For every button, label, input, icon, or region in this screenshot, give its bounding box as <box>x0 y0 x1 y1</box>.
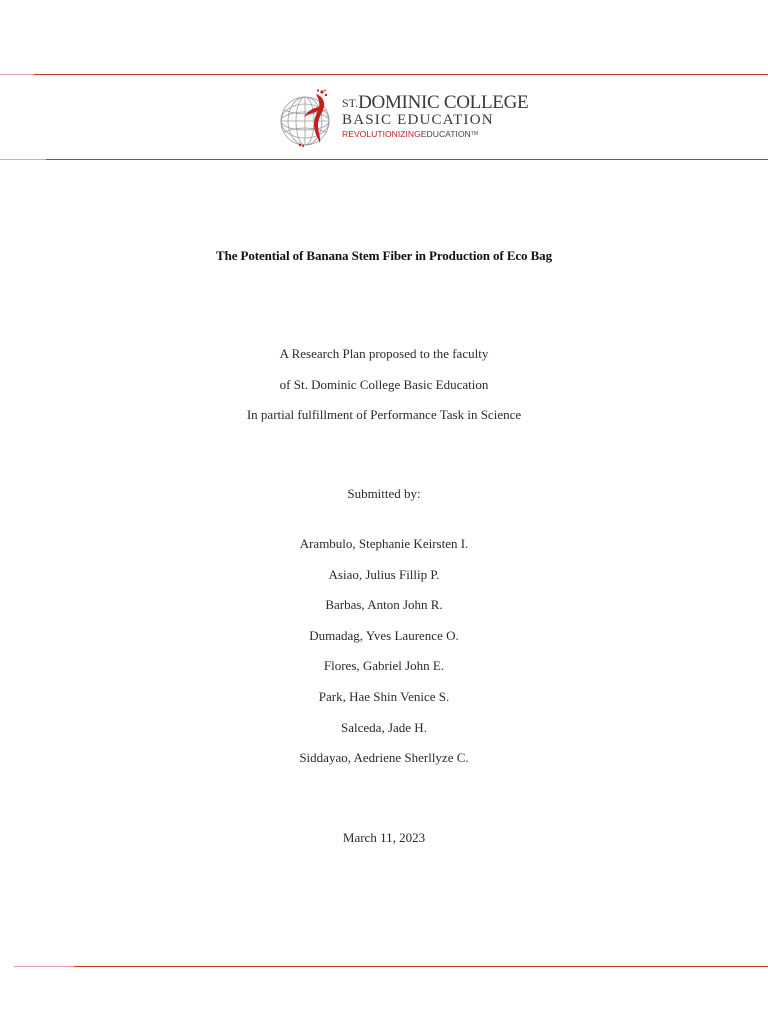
author-name: Park, Hae Shin Venice S. <box>318 689 450 704</box>
author-name: Dumadag, Yves Laurence O. <box>309 628 459 643</box>
author-name: Salceda, Jade H. <box>341 720 427 735</box>
logo-st: ST. <box>342 96 359 110</box>
submitted-by-label: Submitted by: <box>347 486 421 501</box>
document-title: The Potential of Banana Stem Fiber in Production of Eco Bag <box>216 248 552 263</box>
logo-tagline-dark: EDUCATION <box>420 129 471 139</box>
logo-division: BASIC EDUCATION <box>342 112 494 128</box>
author-name: Flores, Gabriel John E. <box>323 658 445 673</box>
author-name: Asiao, Julius Fillip P. <box>328 567 440 582</box>
proposal-line-1: A Research Plan proposed to the faculty <box>279 346 489 361</box>
logo-tagline-red: REVOLUTIONIZING <box>342 129 421 139</box>
document-date: March 11, 2023 <box>342 830 426 845</box>
proposal-line-3: In partial fulfillment of Performance Task in Science <box>246 407 522 422</box>
author-name: Siddayao, Aedriene Sherllyze C. <box>299 750 469 765</box>
proposal-line-2: of St. Dominic College Basic Education <box>279 377 489 392</box>
logo-trademark: TM <box>470 131 479 137</box>
logo-college-name <box>342 92 529 113</box>
logo-tagline <box>342 129 502 140</box>
logo-name: DOMINIC COLLEGE <box>358 92 529 113</box>
globe-icon <box>276 88 338 150</box>
author-name: Barbas, Anton John R. <box>325 597 443 612</box>
college-logo <box>276 86 529 152</box>
author-name: Arambulo, Stephanie Keirsten I. <box>299 536 469 551</box>
